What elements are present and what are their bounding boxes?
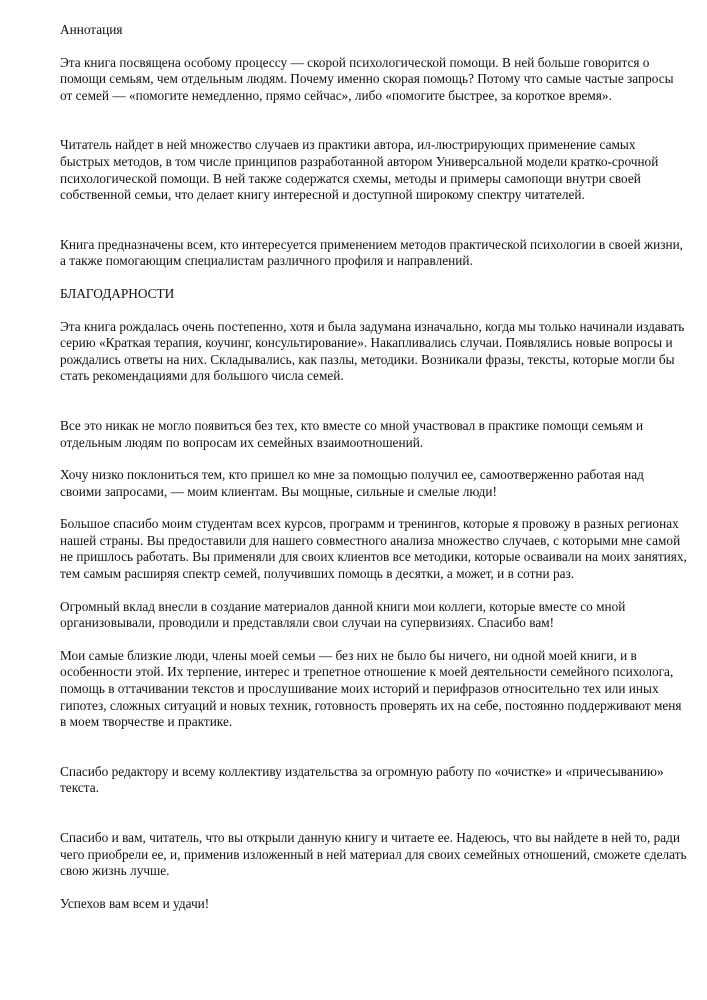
- document-page: [60, 22, 688, 912]
- thanks-paragraph-6: Мои самые близкие люди, члены моей семьи — без них не было бы ничего, ни одной моей книги, и в особенности этой. Их терпение, интерес и трепетное отношение к моей деятельности семейного психолога, помощь в оттачивании текстов и прослушивание моих историй и перифразов относительно тех или иных гипотез, сложных ситуаций и новых техник, готовность проверять их на себе, постоянно поддерживают меня в моем творчестве и практике.: [60, 647, 682, 730]
- thanks-paragraph-7: Спасибо редактору и всему коллективу издательства за огромную работу по «очистке» и «причесыванию» текста.: [60, 763, 664, 796]
- annotation-paragraph-3: Книга предназначены всем, кто интересуется применением методов практической психологии в своей жизни, а также помогающим специалистам различного профиля и направлений.: [60, 236, 684, 269]
- annotation-paragraph-2: Читатель найдет в ней множество случаев из практики автора, ил-люстрирующих применение самых быстрых методов, в том числе принципов разработанной автором Универсальной модели кратко-срочной психологической помощи. В ней также содержатся схемы, методы и примеры самопощи внутри своей собственной семьи, что делает книгу интересной и доступной широкому спектру читателей.: [60, 137, 659, 203]
- thanks-paragraph-4: Большое спасибо моим студентам всех курсов, программ и тренингов, которые я провожу в разных регионах нашей страны. Вы предоставили для нашего совместного анализа множество случаев, с которыми мне самой не пришлось работать. Вы применяли для своих клиентов все методики, которые осваивали на моих занятиях, тем самым расширяя спектр семей, получивших помощь в десятки, а может, и в сотни раз.: [60, 516, 687, 582]
- thanks-paragraph-9: Успехов вам всем и удачи!: [60, 895, 210, 911]
- thanks-paragraph-5: Огромный вклад внесли в создание материалов данной книги мои коллеги, которые вместе со мной организовывали, проводили и представляли свои случаи на супервизиях. Спасибо вам!: [60, 598, 626, 631]
- annotation-heading: Аннотация: [60, 22, 123, 37]
- thanks-paragraph-1: Эта книга рождалась очень постепенно, хотя и была задумана изначально, когда мы только начинали издавать серию «Краткая терапия, коучинг, консультирование». Накапливались случаи. Появлялись новые вопросы и рождались ответы на них. Складывались, как пазлы, методики. Возникали фразы, тексты, которые могли бы стать рекомендациями для большого числа семей.: [60, 318, 685, 384]
- thanks-heading: БЛАГОДАРНОСТИ: [60, 285, 175, 301]
- thanks-paragraph-2: Все это никак не могло появиться без тех, кто вместе со мной участвовал в практике помощи семьям и отдельным людям по вопросам их семейных взаимоотношений.: [60, 417, 644, 450]
- annotation-paragraph-1: Эта книга посвящена особому процессу — скорой психологической помощи. В ней больше говорится о помощи семьям, чем отдельным людям. Почему именно скорая помощь? Потому что самые частые запросы от семей — «помогите немедленно, прямо сейчас», либо «помогите быстрее, за короткое время».: [60, 54, 674, 103]
- thanks-paragraph-8: Спасибо и вам, читатель, что вы открыли данную книгу и читаете ее. Надеюсь, что вы найдете в ней то, ради чего приобрели ее, и, применив изложенный в ней материал для своих семейных отношений, сможете сделать свою жизнь лучше.: [60, 830, 687, 879]
- thanks-paragraph-3: Хочу низко поклониться тем, кто пришел ко мне за помощью получил ее, самоотверженно работая над своими запросами, — моим клиентам. Вы мощные, сильные и смелые люди!: [60, 467, 644, 499]
